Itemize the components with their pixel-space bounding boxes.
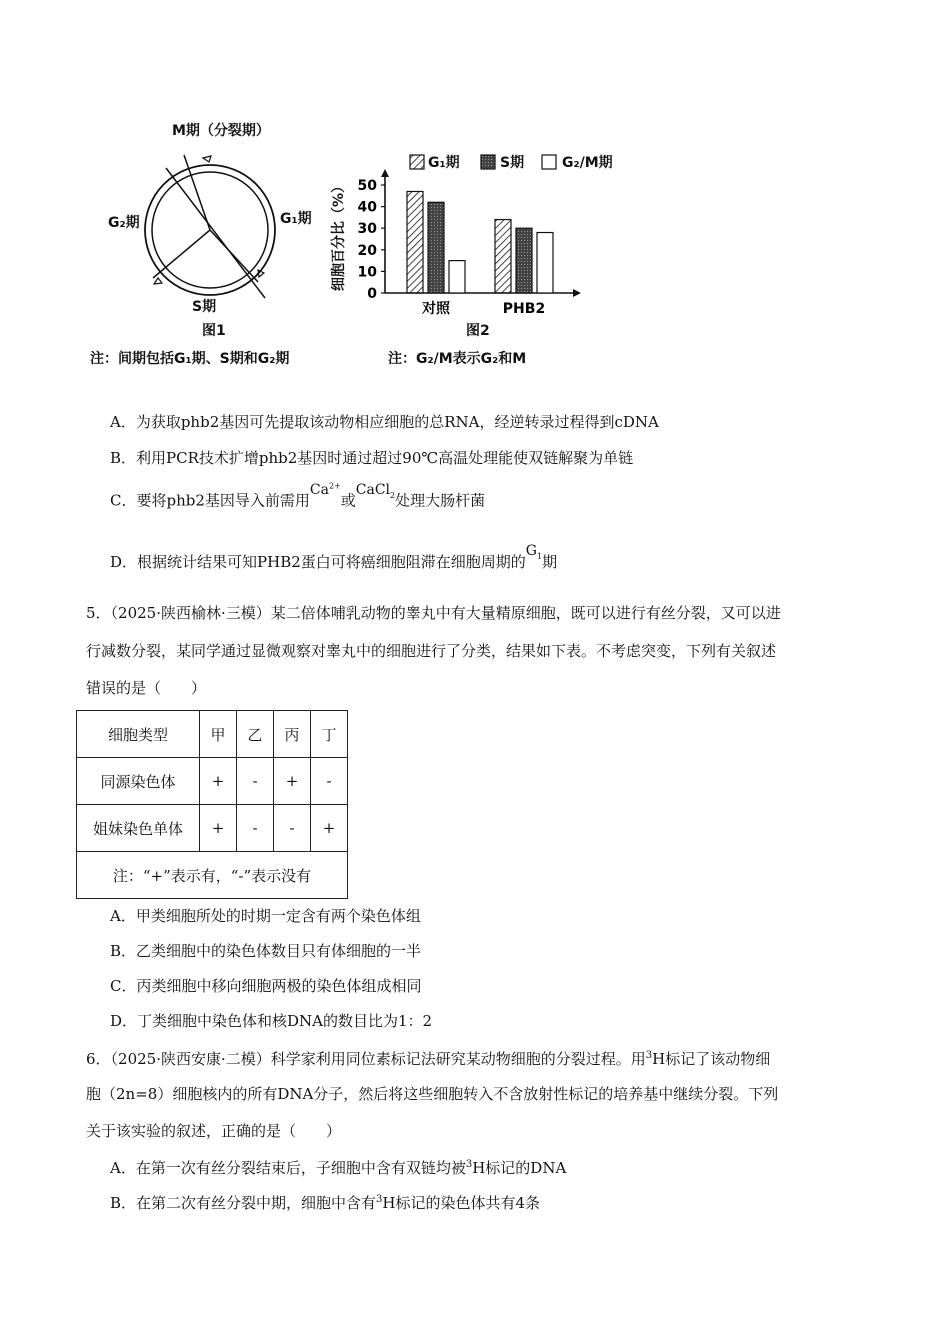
table-cell: + — [274, 758, 311, 805]
q6-option-b-sup: 3 — [376, 1194, 383, 1205]
legend-s: S期 — [500, 155, 525, 171]
figure2-caption: 图2 — [466, 323, 490, 339]
q6-option-b — [110, 1190, 540, 1213]
q4-cacl-sub: 2 — [390, 490, 396, 500]
table-cell: - — [237, 758, 274, 805]
chart-ylabel: 细胞百分比（%） — [331, 178, 347, 292]
legend-g2m: G₂/M期 — [562, 155, 613, 171]
q5-option-b: B．乙类细胞中的染色体数目只有体细胞的一半 — [110, 942, 422, 960]
q5-stem-line2: 行减数分裂，某同学通过显微观察对睾丸中的细胞进行了分类，结果如下表。不考虑突变，下列有关叙述 — [86, 642, 777, 660]
q5-option-a: A．甲类细胞所处的时期一定含有两个染色体组 — [110, 907, 421, 925]
q5-option-c: C．丙类细胞中移向细胞两极的染色体组成相同 — [110, 977, 422, 995]
table-header-cell: 细胞类型 — [77, 711, 200, 758]
cell-cycle-diagram — [145, 155, 275, 298]
q5-stem-line1: 5．（2025·陕西榆林·三模）某二倍体哺乳动物的睾丸中有大量精原细胞，既可以进行有丝分裂，又可以进 — [86, 604, 781, 622]
q4-option-d-post: 期 — [542, 553, 558, 571]
table-cell: 同源染色体 — [77, 758, 200, 805]
bar — [537, 233, 553, 293]
figure-area — [80, 120, 640, 380]
table-cell: - — [274, 805, 311, 852]
q5-stem-line3: 错误的是（ ） — [86, 679, 207, 697]
q6-stem-line3: 关于该实验的叙述，正确的是（ ） — [86, 1122, 342, 1140]
q6-option-a — [110, 1155, 566, 1178]
q6-line1-sup: 3 — [645, 1050, 653, 1061]
bar — [449, 261, 465, 293]
y-tick-label: 20 — [357, 242, 377, 259]
x-axis-arrow — [573, 289, 581, 297]
bar — [516, 228, 532, 293]
figure-svg — [80, 120, 640, 380]
table-cell: - — [311, 758, 348, 805]
table-row — [77, 805, 348, 852]
figure2-note: 注：G₂/M表示G₂和M — [388, 351, 527, 367]
q6-line1-pre: 6．（2025·陕西安康·二模）科学家利用同位素标记法研究某动物细胞的分裂过程。用 — [86, 1050, 646, 1068]
q4-option-a: A．为获取phb2基因可先提取该动物相应细胞的总RNA，经逆转录过程得到cDNA — [110, 413, 659, 431]
bar-chart — [358, 155, 581, 317]
g2-phase-label: G₂期 — [108, 215, 140, 231]
legend-g1: G₁期 — [428, 155, 460, 171]
bar — [428, 202, 444, 293]
q4-g-sub: 1 — [536, 551, 543, 561]
q4-cacl: CaCl — [355, 481, 391, 498]
q4-or: 或 — [340, 491, 356, 510]
legend-swatch — [542, 155, 556, 169]
x-category-label: 对照 — [422, 301, 450, 317]
table-cell: 姐妹染色单体 — [77, 805, 200, 852]
q4-option-d — [110, 543, 558, 579]
y-tick-label: 0 — [367, 286, 377, 302]
legend-swatch — [481, 155, 495, 169]
table-header-cell: 乙 — [237, 711, 274, 758]
table-header-row — [77, 711, 348, 758]
g1-phase-label: G₁期 — [280, 211, 312, 227]
q6-option-a-post: H标记的DNA — [472, 1159, 567, 1177]
table-cell: - — [237, 805, 274, 852]
table-note-row — [77, 852, 348, 899]
table-header-cell: 甲 — [200, 711, 237, 758]
q4-option-d-pre: D．根据统计结果可知PHB2蛋白可将癌细胞阻滞在细胞周期的 — [110, 553, 526, 571]
q6-option-b-post: H标记的染色体共有4条 — [382, 1194, 541, 1212]
table-note: 注：“+”表示有，“-”表示没有 — [77, 852, 348, 899]
q4-option-c — [110, 481, 486, 517]
y-tick-label: 30 — [357, 221, 377, 238]
q4-option-c-pre: C．要将phb2基因导入前需用 — [110, 491, 310, 510]
q5-option-d: D．丁类细胞中染色体和核DNA的数目比为1：2 — [110, 1012, 433, 1030]
q4-option-c-post: 处理大肠杆菌 — [395, 491, 486, 510]
table-cell: + — [311, 805, 348, 852]
q6-option-b-pre: B．在第二次有丝分裂中期，细胞中含有 — [110, 1194, 377, 1212]
m-phase-label: M期（分裂期） — [172, 123, 270, 139]
table-cell: + — [200, 805, 237, 852]
q6-stem-line1 — [86, 1046, 866, 1069]
q4-g: G — [525, 543, 537, 559]
x-category-label: PHB2 — [502, 301, 546, 317]
q6-line1-post: H标记了该动物细 — [652, 1050, 771, 1068]
q6-option-a-sup: 3 — [465, 1159, 473, 1170]
table-header-cell: 丙 — [274, 711, 311, 758]
y-axis-arrow — [381, 169, 389, 177]
table-header-cell: 丁 — [311, 711, 348, 758]
legend-swatch — [410, 155, 424, 169]
q6-stem-line2: 胞（2n=8）细胞核内的所有DNA分子，然后将这些细胞转入不含放射性标记的培养基中继续分裂。下列 — [86, 1085, 779, 1103]
q4-option-b: B．利用PCR技术扩增phb2基因时通过超过90℃高温处理能使双链解聚为单链 — [110, 449, 634, 467]
figure1-note: 注：间期包括G₁期、S期和G₂期 — [90, 351, 290, 367]
table-row — [77, 758, 348, 805]
figure1-caption: 图1 — [202, 323, 226, 339]
q6-option-a-pre: A．在第一次有丝分裂结束后，子细胞中含有双链均被 — [110, 1159, 466, 1177]
cell-type-table — [76, 710, 348, 899]
q4-ca: Ca — [309, 481, 329, 498]
bar — [495, 220, 511, 293]
y-tick-label: 40 — [357, 199, 377, 216]
y-tick-label: 50 — [357, 178, 377, 194]
y-tick-label: 10 — [357, 264, 377, 281]
q4-ca-sup: 2+ — [328, 481, 341, 490]
s-phase-label: S期 — [192, 299, 217, 315]
bar — [407, 191, 423, 293]
table-cell: + — [200, 758, 237, 805]
